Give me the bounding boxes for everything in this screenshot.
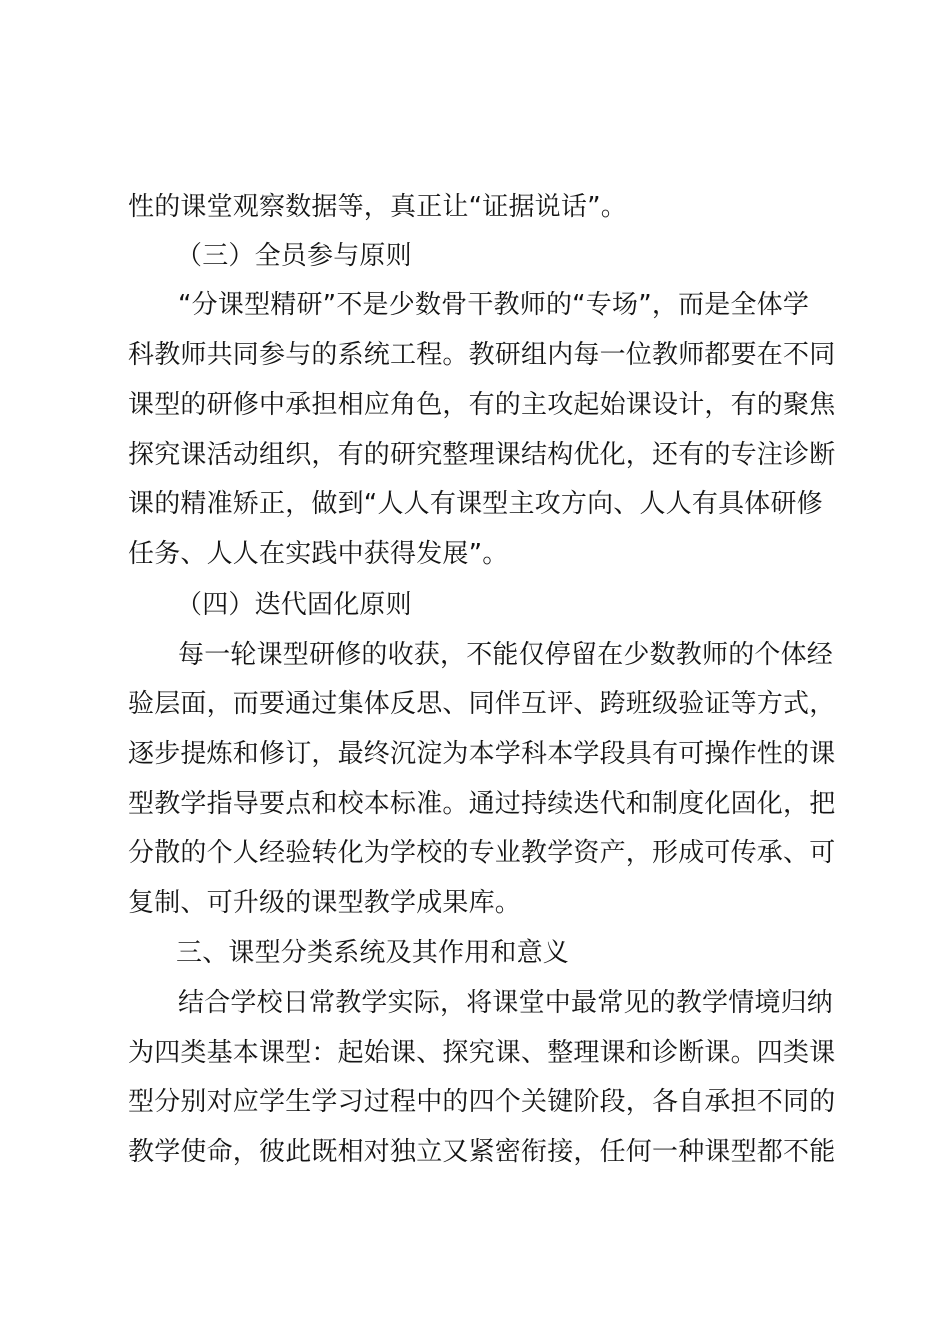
paragraph-line: 结合学校日常教学实际，将课堂中最常见的教学情境归纳 [178, 988, 834, 1018]
chapter-heading: 三、课型分类系统及其作用和意义 [176, 938, 570, 968]
paragraph-line: 课的精准矫正，做到“人人有课型主攻方向、人人有具体研修 [128, 489, 823, 519]
paragraph-line: “分课型精研”不是少数骨干教师的“专场”，而是全体学 [178, 290, 810, 320]
paragraph-line: 分散的个人经验转化为学校的专业教学资产，形成可传承、可 [128, 838, 836, 868]
paragraph-line: 探究课活动组织，有的研究整理课结构优化，还有的专注诊断 [128, 440, 836, 470]
paragraph-line: 逐步提炼和修订，最终沉淀为本学科本学段具有可操作性的课 [128, 739, 836, 769]
paragraph-line: 教学使命，彼此既相对独立又紧密衔接，任何一种课型都不能 [128, 1137, 836, 1167]
paragraph-line: 课型的研修中承担相应角色，有的主攻起始课设计，有的聚焦 [128, 390, 836, 420]
paragraph-line: 科教师共同参与的系统工程。教研组内每一位教师都要在不同 [128, 340, 836, 370]
paragraph-line: 型教学指导要点和校本标准。通过持续迭代和制度化固化，把 [128, 789, 836, 819]
paragraph-line: 性的课堂观察数据等，真正让“证据说话”。 [128, 192, 627, 222]
paragraph-line: 每一轮课型研修的收获，不能仅停留在少数教师的个体经 [178, 640, 834, 670]
paragraph-line: 任务、人人在实践中获得发展”。 [128, 539, 509, 569]
paragraph-line: 型分别对应学生学习过程中的四个关键阶段，各自承担不同的 [128, 1087, 836, 1117]
paragraph-line: 验层面，而要通过集体反思、同伴互评、跨班级验证等方式， [128, 689, 836, 719]
paragraph-line: 为四类基本课型：起始课、探究课、整理课和诊断课。四类课 [128, 1038, 836, 1068]
section-heading-three: （三）全员参与原则 [176, 241, 412, 271]
paragraph-line: 复制、可升级的课型教学成果库。 [128, 888, 522, 918]
section-heading-four: （四）迭代固化原则 [176, 590, 412, 620]
